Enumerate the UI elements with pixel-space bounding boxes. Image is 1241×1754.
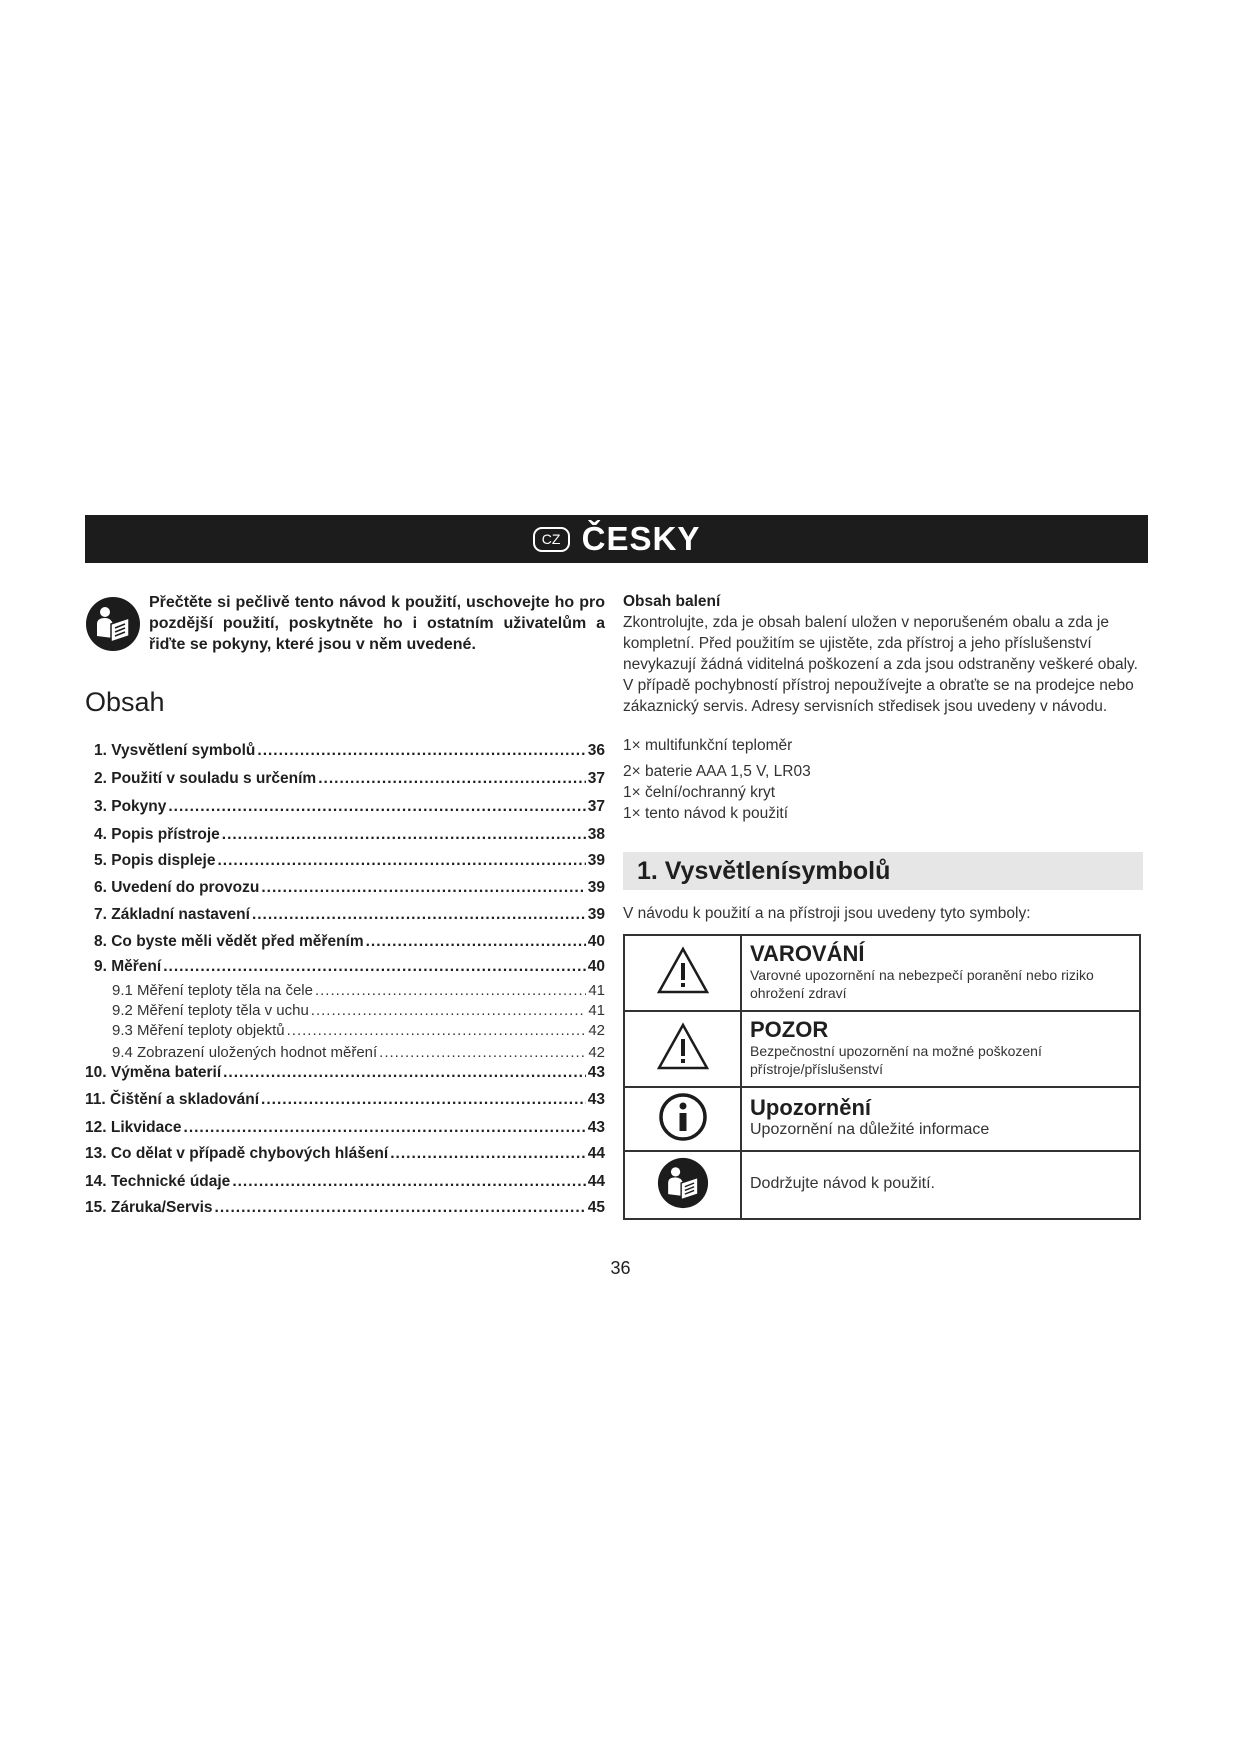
toc-entry-label: 10. Výměna baterií: [85, 1064, 222, 1081]
toc-leader-dots: [318, 770, 586, 788]
toc-entry: [85, 852, 605, 876]
toc-entry-page: 40: [587, 933, 605, 950]
toc-entry-label: 9.2 Měření teploty těla v uchu: [112, 1002, 309, 1019]
toc-entry-page: 45: [587, 1199, 605, 1216]
toc-entry-page: 36: [587, 742, 605, 759]
symbols-table: [623, 934, 1141, 1220]
toc-entry-label: 12. Likvidace: [85, 1119, 182, 1136]
toc-title: Obsah: [85, 687, 165, 717]
toc-entry-page: 37: [587, 798, 605, 815]
symbol-text: Bezpečnostní upozornění na možné poškození přístroje/příslušenství: [750, 1043, 1042, 1077]
toc-leader-dots: [184, 1119, 586, 1137]
toc-entry-label: 9.3 Měření teploty objektů: [112, 1022, 285, 1039]
toc-leader-dots: [261, 1091, 586, 1109]
toc-entry: [85, 1145, 605, 1169]
toc-entry-page: 39: [587, 879, 605, 896]
toc-entry: [85, 1173, 605, 1197]
info-icon: [658, 1129, 708, 1146]
toc-leader-dots: [217, 852, 585, 870]
toc-entry-label: 11. Čištění a skladování: [85, 1091, 260, 1108]
toc-leader-dots: [168, 798, 585, 816]
symbol-title: Upozornění: [750, 1095, 871, 1120]
toc-entry-page: 43: [587, 1119, 605, 1136]
toc-entry-label: 2. Použití v souladu s určením: [94, 770, 317, 787]
symbol-text: Varovné upozornění na nebezpečí poranění nebo riziko ohrožení zdraví: [750, 967, 1094, 1001]
page-number: 36: [610, 1258, 631, 1278]
toc-entry-label: 4. Popis přístroje: [94, 826, 220, 843]
left-column: [85, 592, 605, 1216]
toc-entry-page: 38: [587, 826, 605, 843]
toc-leader-dots: [366, 933, 586, 951]
toc-entry: [85, 742, 605, 766]
list-item: 1× čelní/ochranný kryt: [623, 784, 776, 801]
toc-entry: [85, 798, 605, 822]
package-list: [623, 735, 1148, 824]
language-banner: [85, 515, 1148, 563]
warning-triangle-icon: [656, 983, 710, 1000]
toc-leader-dots: [223, 1064, 586, 1082]
toc-leader-dots: [311, 1002, 587, 1019]
toc-leader-dots: [252, 906, 586, 924]
toc-leader-dots: [215, 1199, 586, 1217]
list-item: 1× multifunkční teploměr: [623, 737, 793, 754]
toc-entry: [85, 1064, 605, 1088]
table-row: [624, 1011, 1140, 1087]
toc-leader-dots: [379, 1044, 586, 1061]
toc-entry-page: 39: [587, 852, 605, 869]
toc-entry-page: 39: [587, 906, 605, 923]
toc-entry: [85, 958, 605, 982]
toc-entry: [85, 1199, 605, 1223]
toc-leader-dots: [390, 1145, 586, 1163]
toc-entry-label: 9.1 Měření teploty těla na čele: [112, 982, 313, 999]
read-manual-notice: [85, 592, 605, 662]
country-code-badge: CZ: [533, 527, 570, 552]
toc-entry-page: 43: [587, 1091, 605, 1108]
toc-entry-label: 3. Pokyny: [94, 798, 167, 815]
toc-entry-label: 1. Vysvětlení symbolů: [94, 742, 256, 759]
list-item: 1× tento návod k použití: [623, 805, 789, 822]
table-row: [624, 1151, 1140, 1219]
toc-entry: [85, 1091, 605, 1115]
notice-text: Přečtěte si pečlivě tento návod k použití, uschovejte ho pro pozdější použití, poskytněte ho i ostatním uživatelům a řiďte se pokyny, které jsou v něm uvedené.: [149, 594, 605, 653]
package-title: Obsah balení: [623, 593, 721, 610]
toc-leader-dots: [163, 958, 586, 976]
toc-entry: [85, 1119, 605, 1143]
toc-entry-page: 40: [587, 958, 605, 975]
toc-entry-label: 8. Co byste měli vědět před měřením: [94, 933, 364, 950]
toc-entry-label: 9. Měření: [94, 958, 162, 975]
toc-entry: [85, 1022, 605, 1046]
toc-entry-label: 14. Technické údaje: [85, 1173, 231, 1190]
list-item: 2× baterie AAA 1,5 V, LR03: [623, 763, 811, 780]
toc-leader-dots: [261, 879, 585, 897]
toc-entry-label: 15. Záruka/Servis: [85, 1199, 213, 1216]
toc-leader-dots: [232, 1173, 585, 1191]
toc-entry-page: 41: [588, 982, 605, 999]
toc-entry-page: 44: [587, 1145, 605, 1162]
read-manual-icon: [657, 1196, 709, 1213]
toc-entry: [85, 906, 605, 930]
right-column: [623, 592, 1148, 1220]
toc-entry: [85, 826, 605, 850]
read-manual-icon: [85, 596, 141, 657]
toc-entry-page: 42: [588, 1044, 605, 1061]
toc-leader-dots: [222, 826, 586, 844]
toc-leader-dots: [315, 982, 586, 999]
toc-leader-dots: [257, 742, 585, 760]
toc-entry-label: 9.4 Zobrazení uložených hodnot měření: [112, 1044, 378, 1061]
toc-entry-label: 13. Co dělat v případě chybových hlášení: [85, 1145, 389, 1162]
section-intro: V návodu k použití a na přístroji jsou uvedeny tyto symboly:: [623, 905, 1031, 922]
toc-entry-page: 41: [588, 1002, 605, 1019]
toc-entry-page: 37: [587, 770, 605, 787]
language-title: ČESKY: [581, 520, 701, 557]
toc-entry-label: 7. Základní nastavení: [94, 906, 250, 923]
section-heading: 1. Vysvětlenísymbolů: [623, 852, 1143, 890]
toc-entry-label: 5. Popis displeje: [94, 852, 216, 869]
toc-entry: [85, 770, 605, 794]
toc-entry-page: 43: [587, 1064, 605, 1081]
package-text: Zkontrolujte, zda je obsah balení uložen v neporušeném obalu a zda je kompletní. Před použitím se ujistěte, zda přístroj a jeho příslušenství nevykazují žádná viditelná poškození a zda jsou odstraněny veškeré obaly. V případě pochybností přístroj nepoužívejte a obraťte se na prodejce nebo zákaznický servis. Adresy servisních středisek jsou uvedeny v návodu.: [623, 614, 1138, 715]
symbol-text: Dodržujte návod k použití.: [750, 1175, 935, 1192]
symbol-title: VAROVÁNÍ: [750, 941, 865, 966]
toc-entry-page: 42: [588, 1022, 605, 1039]
toc-entry: [85, 933, 605, 957]
toc-entry: [85, 879, 605, 903]
warning-triangle-icon: [656, 1059, 710, 1076]
toc-entry-page: 44: [587, 1173, 605, 1190]
table-row: [624, 1087, 1140, 1151]
table-row: [624, 935, 1140, 1011]
symbol-text: Upozornění na důležité informace: [750, 1121, 990, 1138]
toc-leader-dots: [287, 1022, 587, 1039]
toc-entry-label: 6. Uvedení do provozu: [94, 879, 260, 896]
symbol-title: POZOR: [750, 1017, 829, 1042]
